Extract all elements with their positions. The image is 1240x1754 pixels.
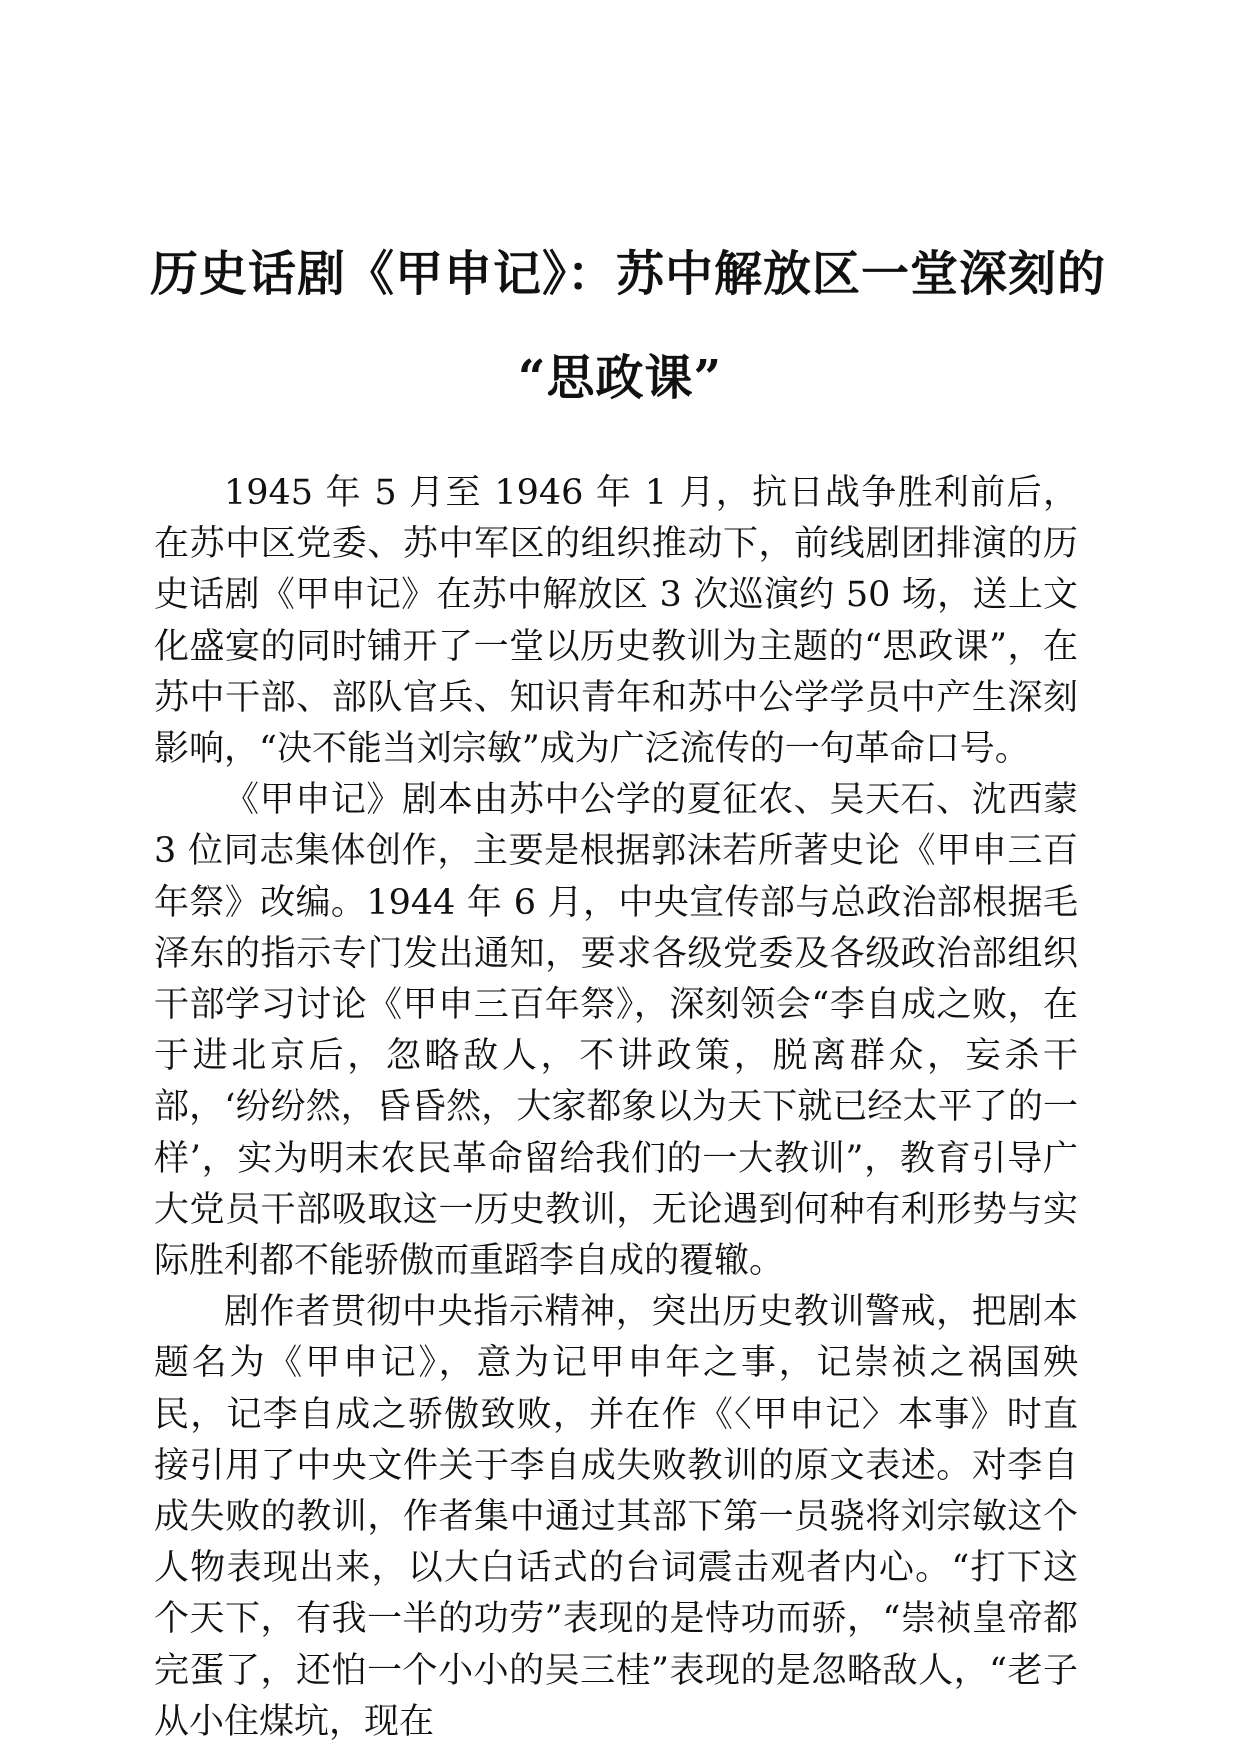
title-line-2: “思政课” [517, 350, 723, 406]
title-line-1: 历史话剧《甲申记》：苏中解放区一堂深刻的 [150, 246, 1107, 302]
document-title [150, 222, 1107, 430]
document-body [154, 468, 1078, 1748]
paragraph-3: 剧作者贯彻中央指示精神，突出历史教训警戒，把剧本题名为《甲申记》，意为记甲申年之事，记崇祯之祸国殃民，记李自成之骄傲致败，并在作《〈甲申记〉本事》时直接引用了中央文件关于李自成失败教训的原文表述。对李自成失败的教训，作者集中通过其部下第一员骁将刘宗敏这个人物表现出来，以大白话式的台词震击观者内心。“打下这个天下，有我一半的功劳”表现的是恃功而骄，“崇祯皇帝都完蛋了，还怕一个小小的吴三桂”表现的是忽略敌人，“老子从小住煤坑，现在 [154, 1292, 1078, 1742]
paragraph-1: 1945 年 5 月至 1946 年 1 月，抗日战争胜利前后，在苏中区党委、苏中军区的组织推动下，前线剧团排演的历史话剧《甲申记》在苏中解放区 3 次巡演约 50 场，送上文化盛宴的同时铺开了一堂以历史教训为主题的“思政课”，在苏中干部、部队官兵、知识青年和苏中公学学员中产生深刻影响，“决不能当刘宗敏”成为广泛流传的一句革命口号。 [154, 473, 1078, 770]
paragraph-2: 《甲申记》剧本由苏中公学的夏征农、吴天石、沈西蒙 3 位同志集体创作，主要是根据郭沫若所著史论《甲申三百年祭》改编。1944 年 6 月，中央宣传部与总政治部根据毛泽东的指示专门发出通知，要求各级党委及各级政治部组织干部学习讨论《甲申三百年祭》，深刻领会“李自成之败，在于进北京后，忽略敌人，不讲政策，脱离群众，妄杀干部，‘纷纷然，昏昏然，大家都象以为天下就已经太平了的一样’，实为明末农民革命留给我们的一大教训”，教育引导广大党员干部吸取这一历史教训，无论遇到何种有利形势与实际胜利都不能骄傲而重蹈李自成的覆辙。 [154, 780, 1078, 1282]
